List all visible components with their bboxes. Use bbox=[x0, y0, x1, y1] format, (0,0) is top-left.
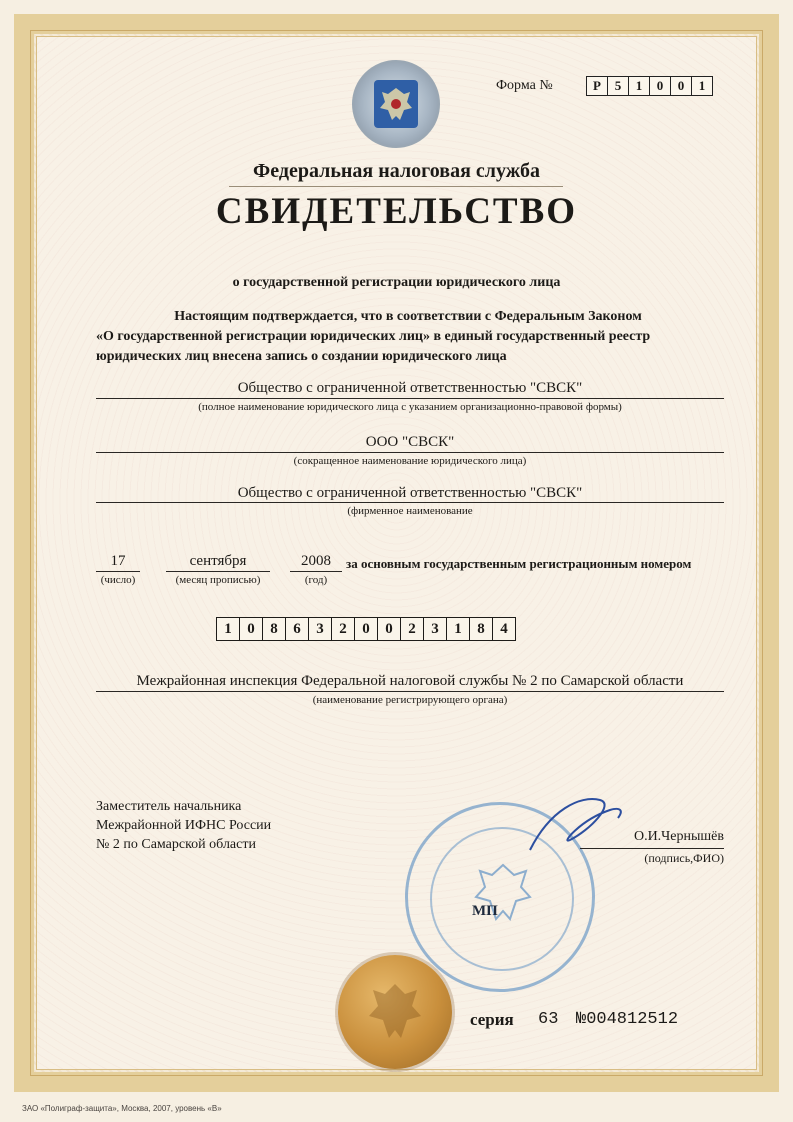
date-year-caption: (год) bbox=[304, 574, 328, 586]
signature-icon bbox=[520, 790, 630, 860]
serial-number: №004812512 bbox=[576, 1010, 679, 1029]
eagle-emblem-icon bbox=[374, 80, 418, 128]
series-label: серия bbox=[470, 1010, 514, 1029]
ogrn-cell: 8 bbox=[262, 617, 286, 641]
form-code-cell: Р bbox=[586, 76, 608, 96]
date-year: 2008 bbox=[301, 553, 331, 569]
ogrn-cell: 2 bbox=[400, 617, 424, 641]
short-name-value: ООО "СВСК" bbox=[365, 434, 455, 450]
document-title: СВИДЕТЕЛЬСТВО bbox=[215, 191, 578, 232]
stamp-label: МП bbox=[472, 903, 498, 919]
intro-line: «О государственной регистрации юридических лиц» в единый государственный реестр bbox=[96, 329, 651, 344]
gold-seal-icon bbox=[338, 955, 452, 1069]
form-code-cell: 1 bbox=[628, 76, 650, 96]
full-name-line bbox=[96, 398, 724, 399]
intro-line: юридических лиц внесена запись о создании юридического лица bbox=[96, 349, 507, 364]
date-year-line bbox=[290, 571, 342, 572]
date-month-line bbox=[166, 571, 270, 572]
signature-caption: (подпись,ФИО) bbox=[644, 851, 724, 865]
ogrn-cell: 0 bbox=[354, 617, 378, 641]
hologram-emblem-icon bbox=[352, 60, 440, 148]
trade-name-line bbox=[96, 502, 724, 503]
trade-name-caption: (фирменное наименование bbox=[347, 505, 473, 517]
short-name-caption: (сокращенное наименование юридического лица) bbox=[293, 455, 527, 467]
ogrn-number bbox=[217, 617, 516, 641]
authority-line bbox=[96, 691, 724, 692]
form-code-cell: 5 bbox=[607, 76, 629, 96]
ogrn-cell: 1 bbox=[216, 617, 240, 641]
signer-name: О.И.Чернышёв bbox=[633, 829, 724, 844]
authority-caption: (наименование регистрирующего органа) bbox=[312, 694, 508, 706]
form-code-cell: 1 bbox=[691, 76, 713, 96]
ogrn-cell: 6 bbox=[285, 617, 309, 641]
form-code-cell: 0 bbox=[670, 76, 692, 96]
date-month-caption: (месяц прописью) bbox=[175, 574, 261, 586]
ogrn-cell: 3 bbox=[423, 617, 447, 641]
ogrn-cell: 3 bbox=[308, 617, 332, 641]
document-subtitle: о государственной регистрации юридического лица bbox=[232, 275, 561, 290]
intro-text bbox=[96, 307, 720, 367]
signer-line: Заместитель начальника bbox=[96, 799, 242, 814]
series-number: 63 bbox=[538, 1010, 559, 1029]
agency-name: Федеральная налоговая служба bbox=[253, 160, 540, 182]
signer-title bbox=[96, 797, 271, 854]
ogrn-cell: 0 bbox=[239, 617, 263, 641]
form-label: Форма № bbox=[496, 78, 553, 93]
short-name-line bbox=[96, 452, 724, 453]
ogrn-cell: 8 bbox=[469, 617, 493, 641]
ogrn-cell: 1 bbox=[446, 617, 470, 641]
ogrn-cell: 2 bbox=[331, 617, 355, 641]
authority-value: Межрайонная инспекция Федеральной налоговой службы № 2 по Самарской области bbox=[136, 673, 684, 689]
ogrn-cell: 4 bbox=[492, 617, 516, 641]
registration-text: за основным государственным регистрационным номером bbox=[346, 556, 692, 571]
date-day: 17 bbox=[110, 553, 126, 569]
signature-line bbox=[580, 848, 724, 849]
printer-note: ЗАО «Полиграф-защита», Москва, 2007, уровень «В» bbox=[22, 1104, 222, 1113]
seal-eagle-icon bbox=[365, 980, 425, 1044]
date-day-line bbox=[96, 571, 140, 572]
full-name-caption: (полное наименование юридического лица с указанием организационно-правовой формы) bbox=[198, 401, 622, 413]
date-day-caption: (число) bbox=[100, 574, 136, 586]
signer-line: Межрайонной ИФНС России bbox=[96, 818, 272, 833]
form-code bbox=[587, 76, 713, 96]
agency-divider bbox=[229, 186, 563, 187]
form-code-cell: 0 bbox=[649, 76, 671, 96]
full-name-value: Общество с ограниченной ответственностью "СВСК" bbox=[237, 380, 583, 396]
trade-name-value: Общество с ограниченной ответственностью "СВСК" bbox=[237, 485, 583, 501]
intro-line: Настоящим подтверждается, что в соответствии с Федеральным Законом bbox=[174, 309, 642, 324]
date-month: сентября bbox=[189, 553, 247, 569]
ogrn-cell: 0 bbox=[377, 617, 401, 641]
signer-line: № 2 по Самарской области bbox=[96, 837, 256, 852]
